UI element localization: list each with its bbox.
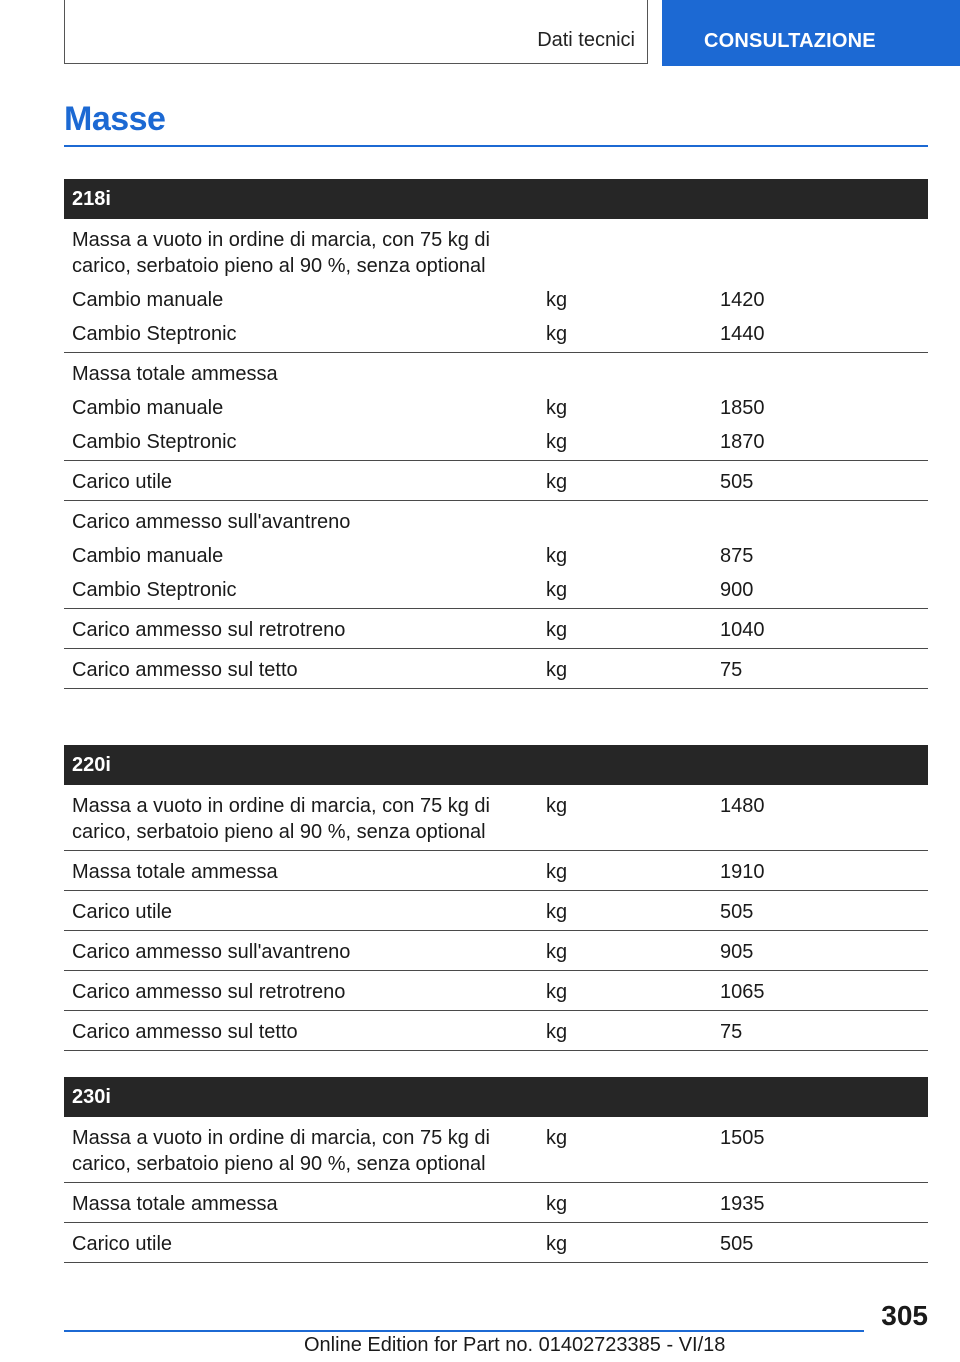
table-row — [64, 353, 928, 387]
table-row — [64, 971, 928, 1011]
row-value — [712, 227, 928, 279]
section-label: Dati tecnici — [537, 29, 635, 51]
row-unit: kg — [546, 1127, 568, 1149]
table-heading: 218i — [64, 179, 928, 219]
row-label: Massa totale ammessa — [72, 861, 278, 883]
row-label: Cambio manuale — [72, 397, 224, 419]
row-unit: kg — [546, 941, 568, 963]
page-number: 305 — [881, 1300, 928, 1331]
row-unit: kg — [546, 545, 568, 567]
table-row — [64, 387, 928, 421]
row-unit: kg — [546, 323, 568, 345]
row-label: Massa totale ammessa — [72, 363, 278, 385]
row-label: Cambio Steptronic — [72, 579, 237, 601]
row-value: 875 — [720, 545, 754, 567]
row-unit: kg — [546, 659, 568, 681]
table-row — [64, 279, 928, 313]
tab-consultazione[interactable] — [662, 0, 960, 66]
table-row — [64, 569, 928, 609]
table-row — [64, 931, 928, 971]
row-value: 1910 — [720, 861, 765, 883]
tab-label: CONSULTAZIONE — [704, 30, 876, 52]
row-unit: kg — [546, 981, 568, 1003]
row-value: 905 — [720, 941, 754, 963]
row-unit: kg — [546, 861, 568, 883]
table-row — [64, 851, 928, 891]
table-row — [64, 609, 928, 649]
page-title: Masse — [64, 100, 166, 138]
row-value — [712, 361, 928, 387]
row-unit: kg — [546, 431, 568, 453]
row-value: 75 — [720, 659, 743, 681]
row-value: 505 — [720, 471, 754, 493]
row-label: Carico utile — [72, 471, 173, 493]
row-unit: kg — [546, 795, 568, 817]
row-label: Carico ammesso sull'avantreno — [72, 511, 351, 533]
row-label: Carico utile — [72, 1233, 173, 1255]
table-heading: 230i — [64, 1077, 928, 1117]
row-label: Cambio Steptronic — [72, 431, 237, 453]
row-label: Cambio Steptronic — [72, 323, 237, 345]
table-row — [64, 1011, 928, 1051]
spec-table-218i — [64, 179, 928, 689]
spec-table-220i — [64, 745, 928, 1051]
row-value — [712, 509, 928, 535]
header-section-box — [64, 0, 648, 64]
row-value: 75 — [720, 1021, 743, 1043]
table-row — [64, 1223, 928, 1263]
row-unit — [538, 509, 712, 535]
row-value: 1850 — [720, 397, 765, 419]
row-label: Massa totale ammessa — [72, 1193, 278, 1215]
row-unit: kg — [546, 619, 568, 641]
row-label: Carico ammesso sull'avantreno — [72, 941, 351, 963]
table-heading: 220i — [64, 745, 928, 785]
table-row — [64, 461, 928, 501]
row-value: 505 — [720, 901, 754, 923]
row-unit: kg — [546, 901, 568, 923]
row-unit: kg — [546, 289, 568, 311]
title-divider — [64, 145, 928, 147]
table-row — [64, 501, 928, 535]
table-row — [64, 1117, 928, 1183]
table-row — [64, 1183, 928, 1223]
table-row — [64, 785, 928, 851]
row-unit — [538, 361, 712, 387]
row-unit: kg — [546, 579, 568, 601]
row-label: Carico utile — [72, 901, 173, 923]
row-value: 505 — [720, 1233, 754, 1255]
table-row — [64, 421, 928, 461]
row-label: Massa a vuoto in ordine di marcia, con 75 kg di carico, serbatoio pieno al 90 %, senza optional — [72, 1127, 490, 1175]
footer-divider — [64, 1330, 864, 1332]
row-value: 1065 — [720, 981, 765, 1003]
spec-table-230i — [64, 1077, 928, 1263]
row-label: Carico ammesso sul tetto — [72, 1021, 298, 1043]
edition-note: Online Edition for Part no. 01402723385 - VI/18 — [304, 1334, 726, 1356]
row-label: Carico ammesso sul retrotreno — [72, 619, 346, 641]
row-unit: kg — [546, 471, 568, 493]
row-label: Cambio manuale — [72, 289, 224, 311]
row-value: 1935 — [720, 1193, 765, 1215]
row-label: Carico ammesso sul tetto — [72, 659, 298, 681]
row-label: Massa a vuoto in ordine di marcia, con 75 kg di carico, serbatoio pieno al 90 %, senza optional — [72, 229, 490, 277]
table-row — [64, 535, 928, 569]
row-value: 1505 — [720, 1127, 765, 1149]
row-value: 1040 — [720, 619, 765, 641]
table-row — [64, 219, 928, 279]
row-unit: kg — [546, 1021, 568, 1043]
table-row — [64, 891, 928, 931]
row-value: 1420 — [720, 289, 765, 311]
row-unit: kg — [546, 1193, 568, 1215]
row-value: 1480 — [720, 795, 765, 817]
row-unit: kg — [546, 1233, 568, 1255]
row-label: Massa a vuoto in ordine di marcia, con 75 kg di carico, serbatoio pieno al 90 %, senza optional — [72, 795, 490, 843]
row-unit — [538, 227, 712, 279]
table-row — [64, 649, 928, 689]
row-unit: kg — [546, 397, 568, 419]
row-label: Cambio manuale — [72, 545, 224, 567]
row-label: Carico ammesso sul retrotreno — [72, 981, 346, 1003]
row-value: 1440 — [720, 323, 765, 345]
table-row — [64, 313, 928, 353]
row-value: 900 — [720, 579, 754, 601]
row-value: 1870 — [720, 431, 765, 453]
